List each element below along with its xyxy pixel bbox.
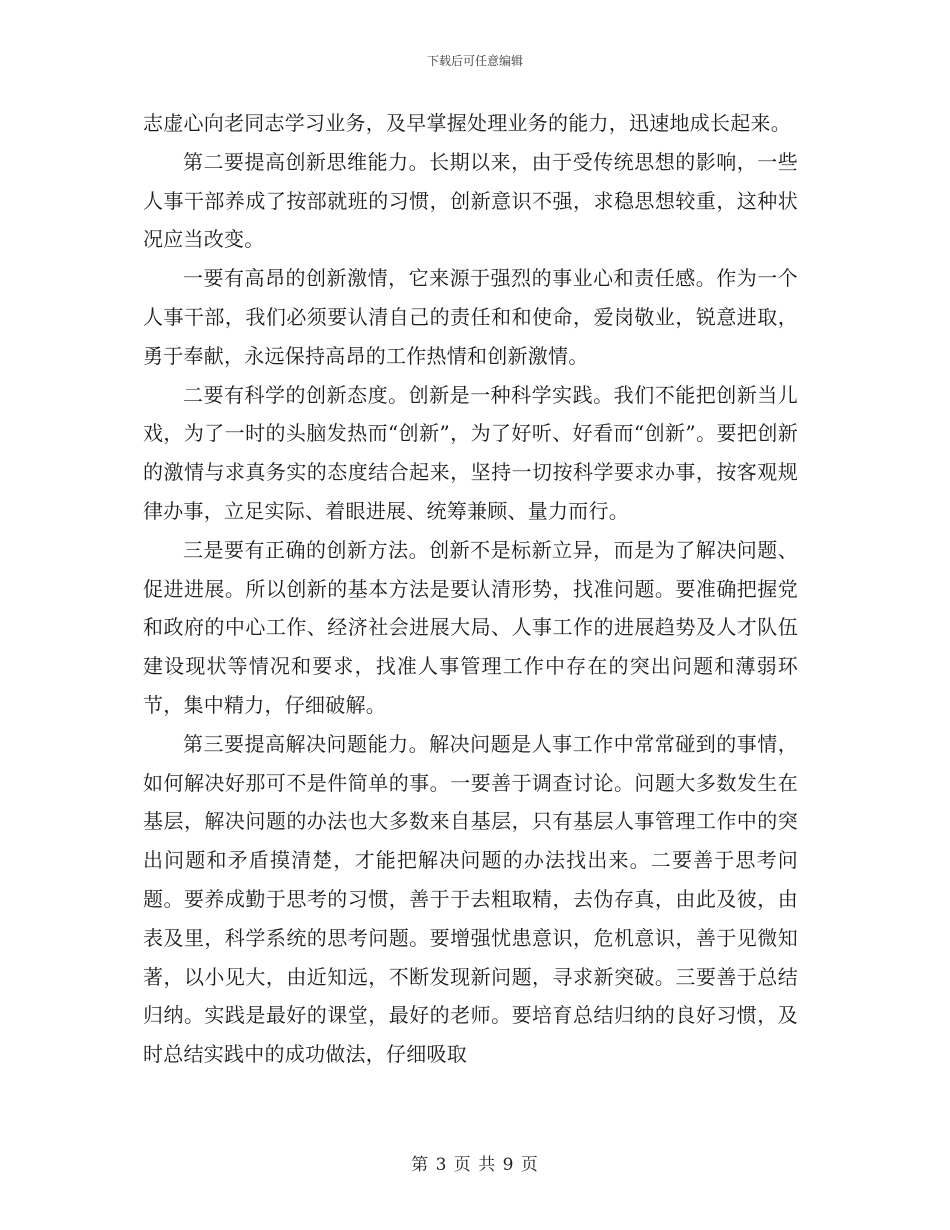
page-number: 第 3 页 共 9 页 bbox=[411, 1155, 539, 1175]
paragraph: 第二要提高创新思维能力。长期以来，由于受传统思想的影响，一些人事干部养成了按部就班的习惯，创新意识不强，求稳思想较重，这种状况应当改变。 bbox=[143, 149, 798, 252]
document-body bbox=[143, 104, 798, 1074]
page-header-note: 下载后可任意编辑 bbox=[426, 54, 523, 68]
paragraph: 三是要有正确的创新方法。创新不是标新立异，而是为了解决问题、促进进展。所以创新的基本方法是要认清形势，找准问题。要准确把握党和政府的中心工作、经济社会进展大局、人事工作的进展趋势及人才队伍建设现状等情况和要求，找准人事管理工作中存在的突出问题和薄弱环节，集中精力，仔细破解。 bbox=[143, 537, 798, 717]
paragraph: 二要有科学的创新态度。创新是一种科学实践。我们不能把创新当儿戏，为了一时的头脑发热而“创新”，为了好听、好看而“创新”。要把创新的激情与求真务实的态度结合起来，坚持一切按科学要求办事，按客观规律办事，立足实际、着眼进展、统筹兼顾、量力而行。 bbox=[143, 382, 798, 523]
paragraph: 第三要提高解决问题能力。解决问题是人事工作中常常碰到的事情，如何解决好那可不是件简单的事。一要善于调查讨论。问题大多数发生在基层，解决问题的办法也大多数来自基层，只有基层人事管理工作中的突出问题和矛盾摸清楚，才能把解决问题的办法找出来。二要善于思考问题。要养成勤于思考的习惯，善于于去粗取精，去伪存真，由此及彼，由表及里，科学系统的思考问题。要增强忧患意识，危机意识，善于见微知著，以小见大，由近知远，不断发现新问题，寻求新突破。三要善于总结归纳。实践是最好的课堂，最好的老师。要培育总结归纳的良好习惯，及时总结实践中的成功做法，仔细吸取 bbox=[143, 731, 798, 1067]
paragraph: 一要有高昂的创新激情，它来源于强烈的事业心和责任感。作为一个人事干部，我们必须要认清自己的责任和和使命，爱岗敬业，锐意进取，勇于奉献，永远保持高昂的工作热情和创新激情。 bbox=[143, 266, 798, 368]
paragraph: 志虚心向老同志学习业务，及早掌握处理业务的能力，迅速地成长起来。 bbox=[143, 111, 791, 135]
